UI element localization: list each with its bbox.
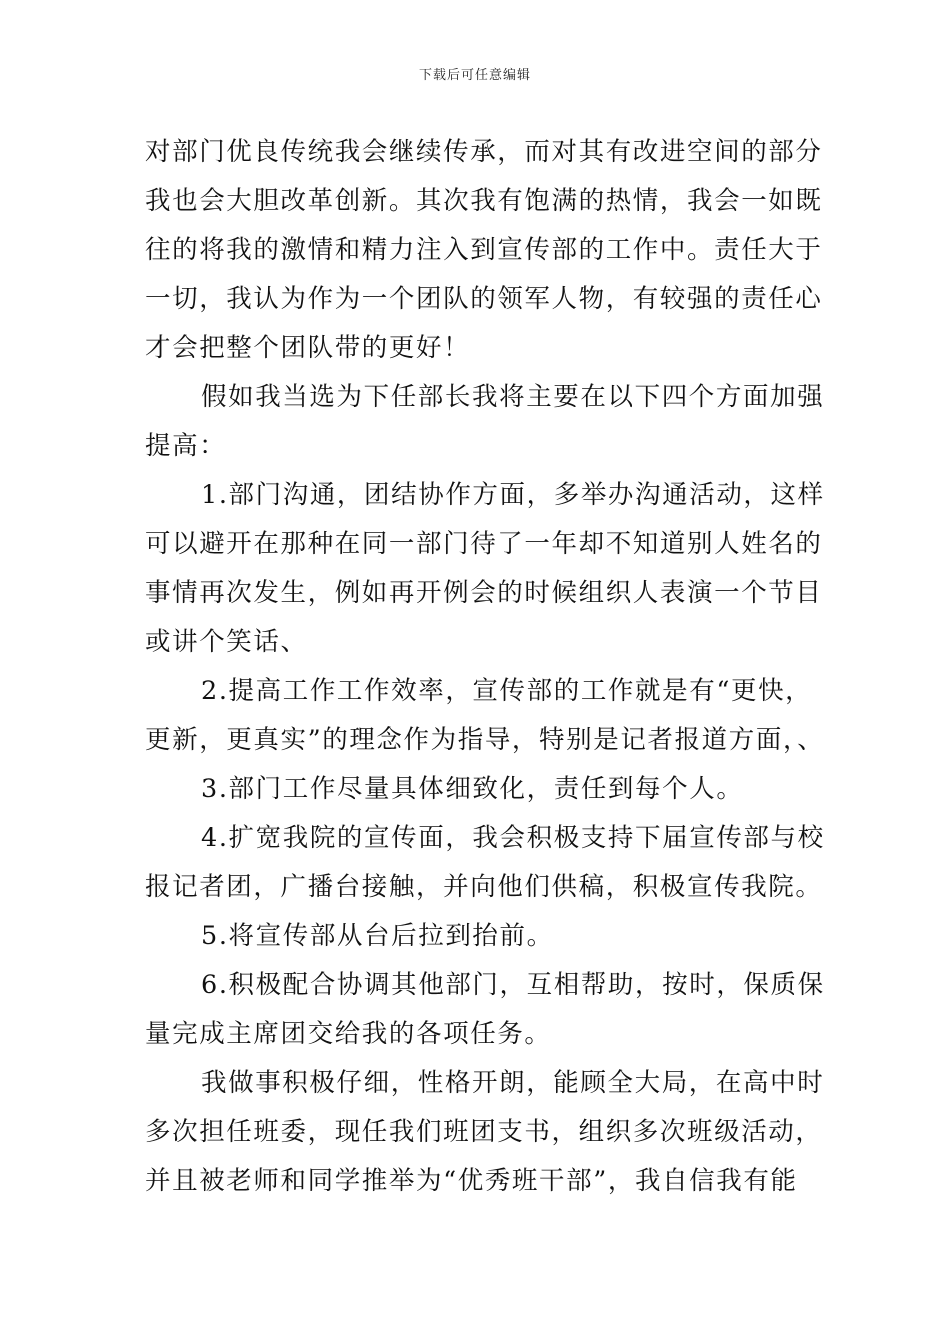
list-item-3: 3.部门工作尽量具体细致化，责任到每个人。 — [201, 774, 744, 804]
text-line: 或讲个笑话、 — [145, 627, 308, 657]
text-line: 并且被老师和同学推举为“优秀班干部”，我自信我有能 — [145, 1166, 798, 1196]
text-line: 对部门优良传统我会继续传承，而对其有改进空间的部分 — [145, 137, 823, 167]
paragraph-start-line: 我做事积极仔细，性格开朗，能顾全大局，在高中时 — [201, 1068, 825, 1098]
text-line: 更新，更真实”的理念作为指导，特别是记者报道方面，、 — [145, 725, 825, 755]
list-item-4: 4.扩宽我院的宣传面，我会积极支持下届宣传部与校 — [201, 823, 825, 853]
text-line: 提高： — [145, 431, 227, 461]
paragraph-start-line: 假如我当选为下任部长我将主要在以下四个方面加强 — [201, 382, 825, 412]
text-line: 我也会大胆改革创新。其次我有饱满的热情，我会一如既 — [145, 186, 823, 216]
list-item-5: 5.将宣传部从台后拉到抬前。 — [201, 921, 554, 951]
text-line: 才会把整个团队带的更好！ — [145, 333, 471, 363]
text-line: 报记者团，广播台接触，并向他们供稿，积极宣传我院。 — [145, 872, 823, 902]
text-line: 多次担任班委，现任我们班团支书，组织多次班级活动， — [145, 1117, 823, 1147]
text-line: 可以避开在那种在同一部门待了一年却不知道别人姓名的 — [145, 529, 823, 559]
page-header: 下载后可任意编辑 — [418, 68, 531, 83]
text-line: 事情再次发生，例如再开例会的时候组织人表演一个节目 — [145, 578, 823, 608]
list-item-2: 2.提高工作工作效率，宣传部的工作就是有“更快， — [201, 676, 813, 706]
text-line: 往的将我的激情和精力注入到宣传部的工作中。责任大于 — [145, 235, 823, 265]
text-line: 量完成主席团交给我的各项任务。 — [145, 1019, 552, 1049]
document-body — [145, 128, 825, 1206]
list-item-6: 6.积极配合协调其他部门，互相帮助，按时，保质保 — [201, 970, 825, 1000]
text-line: 一切，我认为作为一个团队的领军人物，有较强的责任心 — [145, 284, 823, 314]
list-item-1: 1.部门沟通，团结协作方面，多举办沟通活动，这样 — [201, 480, 825, 510]
